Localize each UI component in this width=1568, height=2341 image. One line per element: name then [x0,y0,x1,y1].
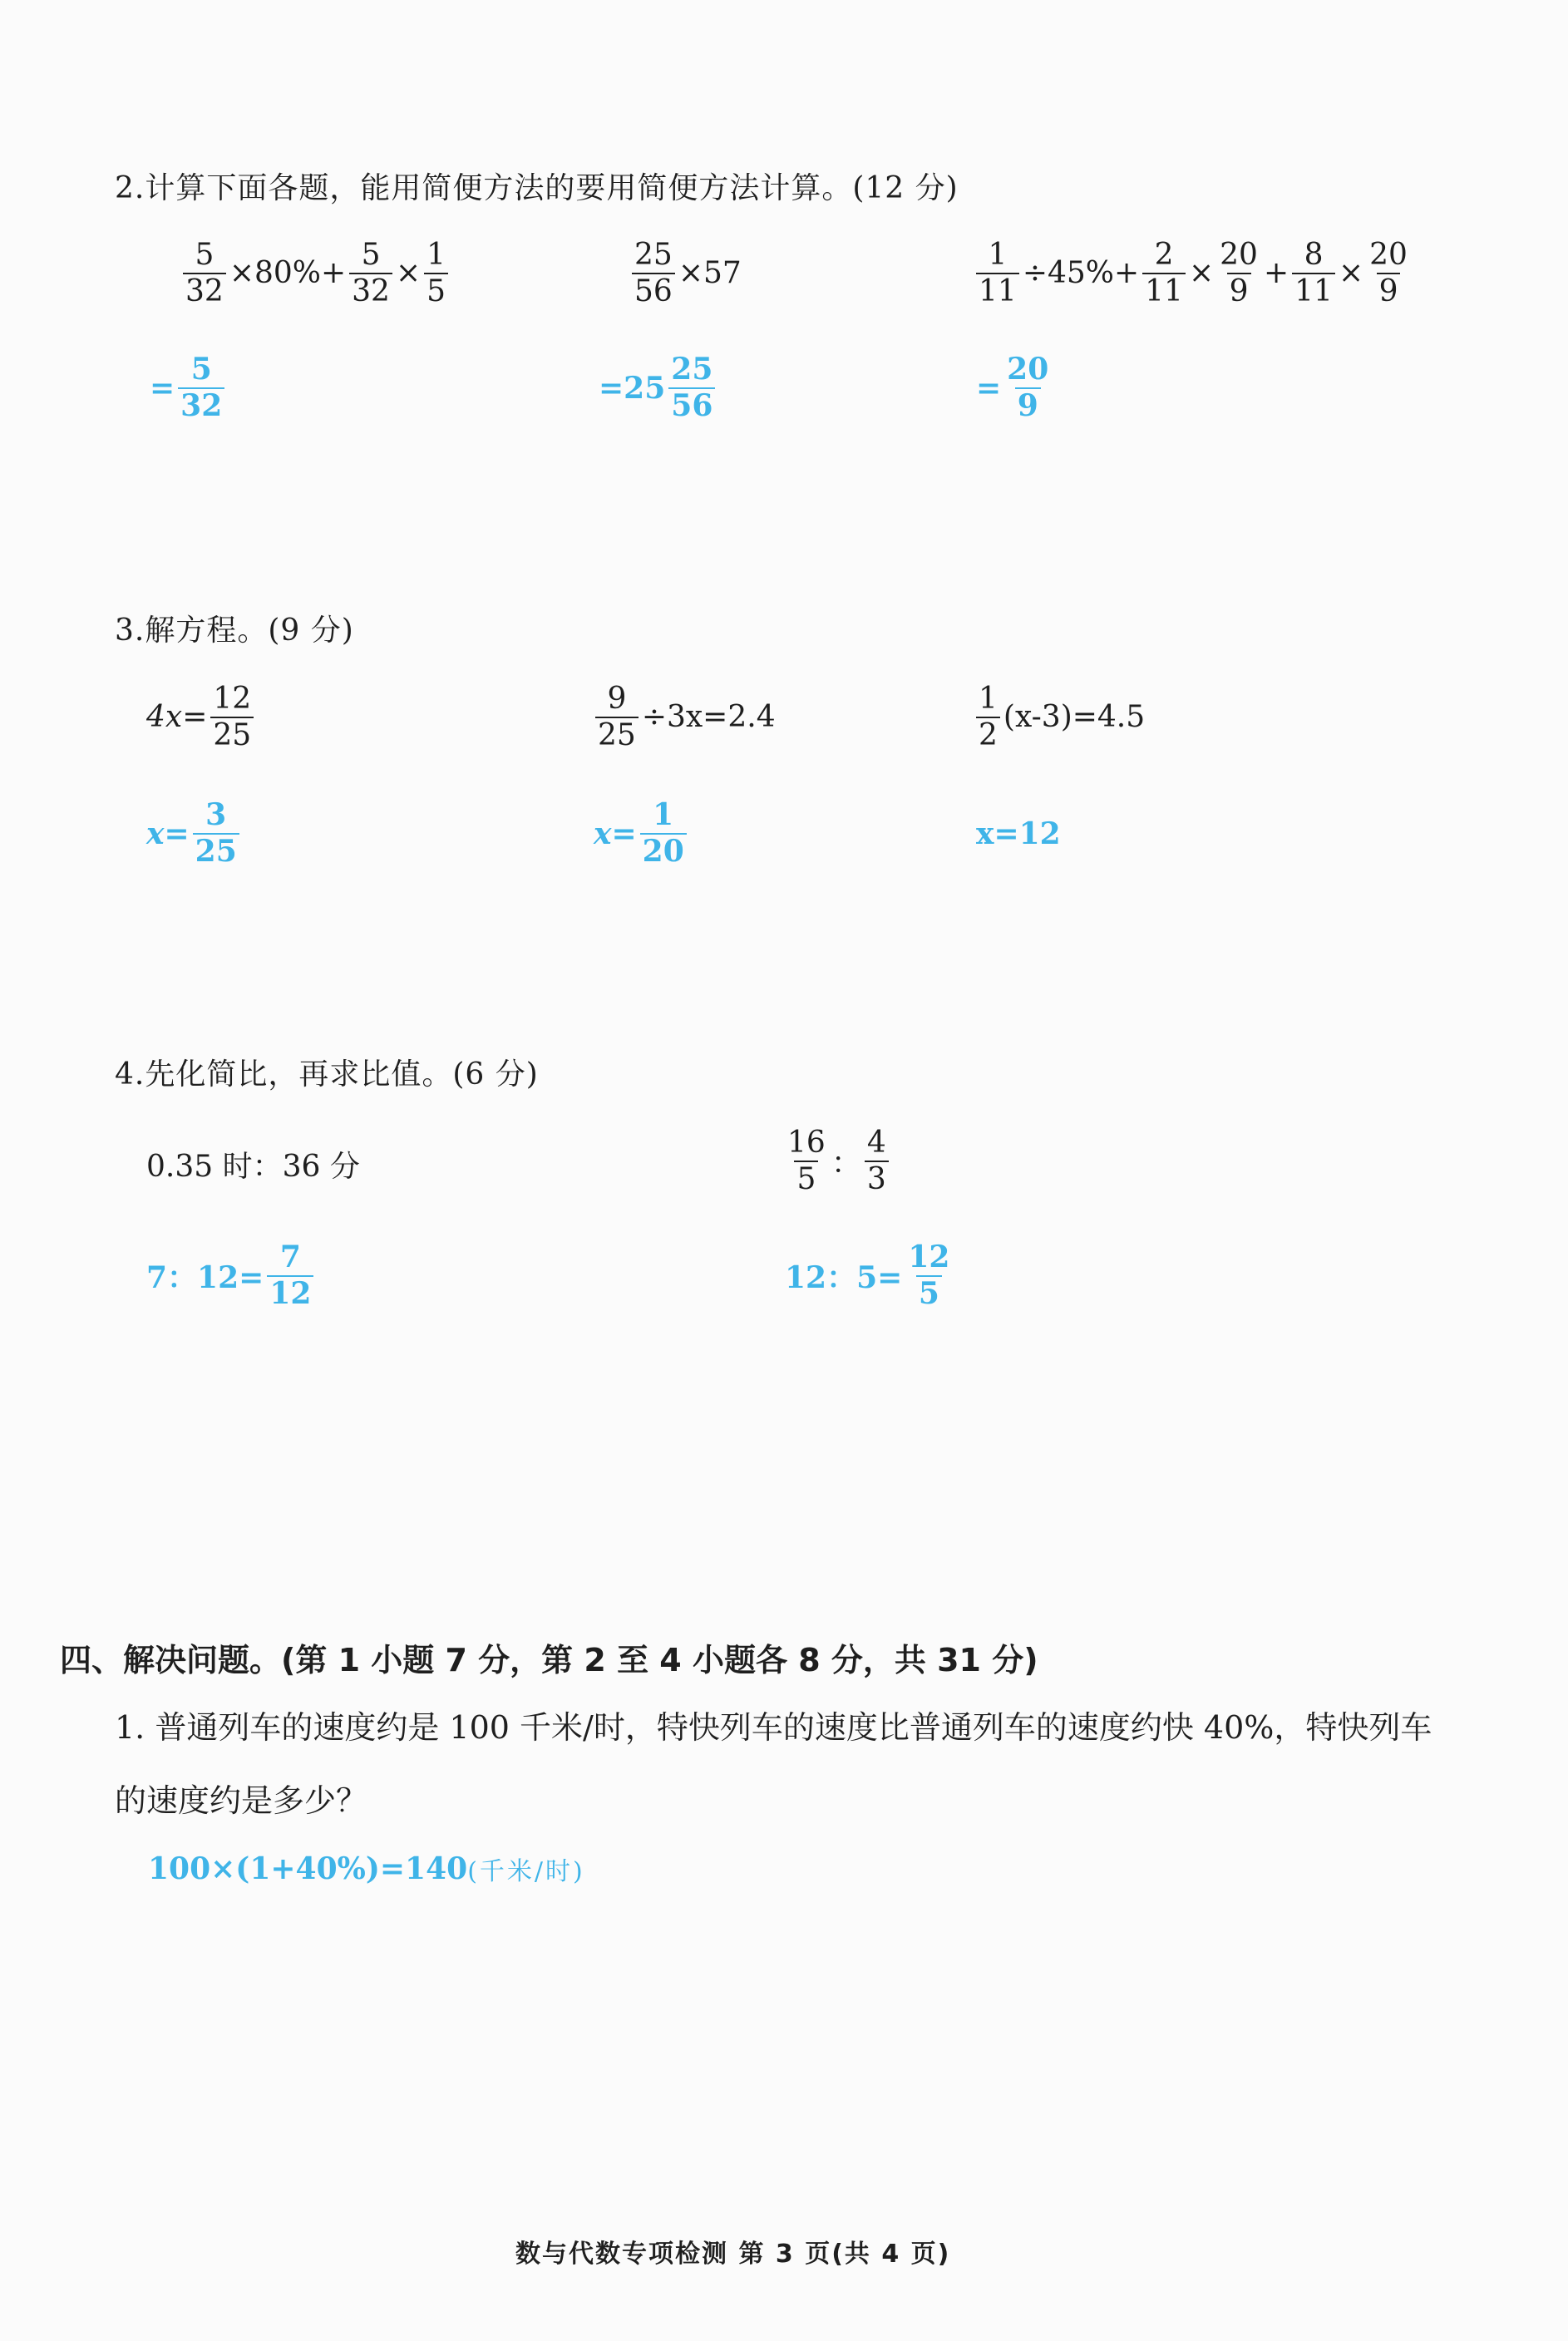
page-footer: 数与代数专项检测 第 3 页(共 4 页) [515,2240,951,2269]
fraction: $\frac{20}{9}$ [1220,238,1258,308]
q3-problem-3: $\frac{1}{2}$ (x-3)=4.5 [973,683,1145,752]
q2-answer-1: = $\frac{5}{32}$ [150,354,228,422]
q4-answer-1: 7：12= $\frac{7}{12}$ [146,1242,317,1310]
fraction: $\frac{25}{56}$ [668,354,715,422]
q2-answer-3: = $\frac{20}{9}$ [976,354,1054,422]
q2-title: 2.计算下面各题，能用简便方法的要用简便方法计算。(12 分) [115,171,959,205]
q3-title: 3.解方程。(9 分) [115,614,354,648]
s4-q1-answer: 100×(1+40%)=140 (千米/时) [148,1851,585,1886]
q3-answer-2: x= $\frac{1}{20}$ [594,800,690,868]
fraction: $\frac{3}{25}$ [193,800,239,868]
q2-problem-3: $\frac{1}{11}$ ÷45%+ $\frac{2}{11}$ × $\frac{20}{9}$ + $\frac{8}{11}$ × $\frac{20}{9}$ [973,239,1413,308]
fraction: $\frac{5}{32}$ [183,239,226,308]
fraction: $\frac{12}{5}$ [908,1239,950,1311]
fraction: $\frac{12}{25}$ [210,683,254,752]
q2-problem-2: $\frac{25}{56}$ ×57 [629,239,742,308]
fraction: $\frac{16}{5}$ [787,1126,826,1196]
fraction: $\frac{20}{9}$ [1007,352,1049,423]
fraction: $\frac{1}{20}$ [640,800,687,868]
fraction: $\frac{8}{11}$ [1292,239,1335,308]
fraction: $\frac{7}{12}$ [267,1242,313,1310]
q4-title: 4.先化简比，再求比值。(6 分) [115,1057,539,1092]
fraction: $\frac{9}{25}$ [595,683,639,752]
fraction: $\frac{20}{9}$ [1369,238,1408,308]
s4-q1-text: 1. 普通列车的速度约是 100 千米/时，特快列车的速度比普通列车的速度约快 40%，特快列车的速度约是多少？ [115,1709,1432,1819]
fraction: $\frac{2}{11}$ [1142,239,1186,308]
q3-answer-3: x=12 [976,816,1061,851]
fraction: $\frac{1}{11}$ [976,239,1019,308]
fraction: $\frac{5}{32}$ [349,239,392,308]
section-4-title: 四、解决问题。(第 1 小题 7 分，第 2 至 4 小题各 8 分，共 31 分) [60,1642,1038,1678]
q4-answer-2: 12：5= $\frac{12}{5}$ [785,1242,955,1310]
fraction: $\frac{1}{5}$ [424,239,448,308]
fraction: $\frac{1}{2}$ [976,683,1000,752]
q2-problem-1: $\frac{5}{32}$ ×80%+ $\frac{5}{32}$ × $\frac{1}{5}$ [180,239,451,308]
fraction: $\frac{5}{32}$ [178,354,224,422]
fraction: $\frac{4}{3}$ [865,1127,889,1195]
q3-answer-1: x= $\frac{3}{25}$ [146,800,243,868]
q4-problem-2: $\frac{16}{5}$ ： $\frac{4}{3}$ [782,1127,892,1195]
q4-problem-1: 0.35 时：36 分 [146,1150,360,1184]
q3-problem-2: $\frac{9}{25}$ ÷3x=2.4 [592,683,776,752]
fraction: $\frac{25}{56}$ [632,239,675,308]
q2-answer-2: =25 $\frac{25}{56}$ [599,354,718,422]
q3-problem-1: 4x= $\frac{12}{25}$ [146,683,257,752]
